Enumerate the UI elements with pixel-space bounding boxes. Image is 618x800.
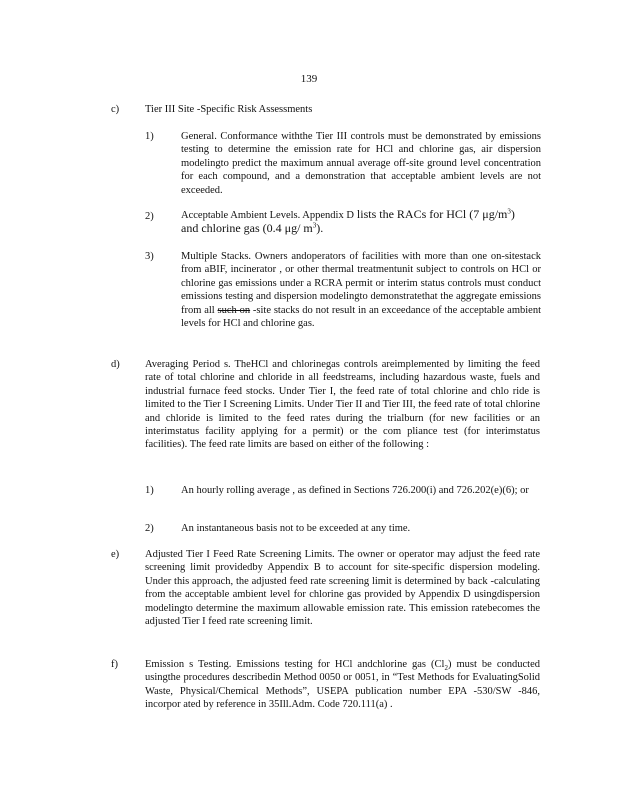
section-c-item-2-end: ). <box>316 221 324 236</box>
section-c-item-2-heading: Acceptable Ambient Levels. Appendix D <box>181 210 354 221</box>
section-f-subscript: 2 <box>444 664 448 673</box>
section-d-item-1-text: An hourly rolling average , as defined in Sections 726.200(i) and 726.202(e)(6); or <box>181 485 529 496</box>
section-c-item-2-label: 2) <box>145 211 154 222</box>
section-e-text: Adjusted Tier I Feed Rate Screening Limits. The owner or operator may adjust the feed rate screening limit providedby Appendix B to account for site-specific dispersion modeling. Under this approach, the adjusted feed rate screening limit is determined by back -calculating from the acceptable ambient level for chlorine gas provided by Appendix D usingdispersion modelingto determine the maximum allowable emission rate. This emission ratebecomes the adjusted Tier I feed rate screening limit. <box>145 549 540 628</box>
section-c-item-2-sup-2: 3 <box>312 221 317 230</box>
section-c-item-1-label: 1) <box>145 131 154 142</box>
section-f-text-1: Emission s Testing. Emissions testing for HCl andchlorine gas (Cl <box>145 659 445 670</box>
section-c-item-3-label: 3) <box>145 251 154 262</box>
section-f-label: f) <box>111 659 118 670</box>
section-c-item-3-text-b: -site stacks do not result in an exceedance of the acceptable ambient levels for HCl and chlorine gas. <box>181 304 541 330</box>
section-c-item-2-sup-1: 3 <box>507 207 511 216</box>
section-f-text <box>145 658 540 712</box>
section-c-title: Tier III Site -Specific Risk Assessments <box>145 104 313 115</box>
section-c-item-3-text <box>181 250 541 330</box>
section-d-item-1-label: 1) <box>145 485 154 496</box>
page-number: 139 <box>300 73 318 85</box>
section-c-item-3-strikethrough: such on <box>217 304 251 316</box>
section-c-item-2-text <box>181 208 541 237</box>
section-d-item-2-text: An instantaneous basis not to be exceeded at any time. <box>181 523 411 534</box>
section-c-item-1-text: General. Conformance withthe Tier III controls must be demonstrated by emissions testing to determine the emission rate for HCl and chlorine gas, air dispersion modelingto predict the maximum annual average off-site ground level concentration for each compound, and a demonstration that acceptable ambient levels are not exceeded. <box>181 131 541 196</box>
section-c-item-3-text-a: Multiple Stacks. Owners andoperators of facilities with more than one on-sitestack from aBIF, incinerator , or other thermal treatmentunit subject to controls on HCl or chlorine gas emissions under a RCRA permit or interim status controls must conduct emissions testing and dispersion modelingto demonstratethat the aggregate emissions from all <box>181 251 541 316</box>
section-c-label: c) <box>111 104 120 115</box>
section-c-item-2-rac-hcl: lists the RACs for HCl (7 μg/m <box>353 207 508 221</box>
section-d-label: d) <box>111 359 120 370</box>
section-d-text: Averaging Period s. TheHCl and chlorinegas controls areimplemented by limiting the feed rate of total chlorine and chloride in all feedstreams, including hazardous waste, fuels and industrial furnace feed stocks. Under Tier I, the feed rate of total chlorine and chlo ride is limited to the Tier I Screening Limits. Under Tier II and Tier III, the feed rate of total chlorine and chloride is limited to the feed rates during the trialburn (for new facilities or an interimstatus facility applying for a permit) or the com pliance test (for interimstatus facilities). The feed rate limits are based on either of the following : <box>145 359 540 451</box>
section-c-item-2-paren: ) <box>510 207 515 221</box>
section-d-item-2-label: 2) <box>145 523 154 534</box>
section-c-item-2-rac-chlorine: and chlorine gas (0.4 μg/ m <box>181 221 313 236</box>
section-e-label: e) <box>111 549 120 560</box>
section-f-text-2: ) must be conducted usingthe procedures describedin Method 0050 or 0051, in “Test Methods for EvaluatingSolid Waste, Physical/Chemical Methods”, USEPA publication number EPA -530/SW -846, incorpor ated by reference in 35Ill.Adm. Code 720.111(a) . <box>145 659 540 711</box>
